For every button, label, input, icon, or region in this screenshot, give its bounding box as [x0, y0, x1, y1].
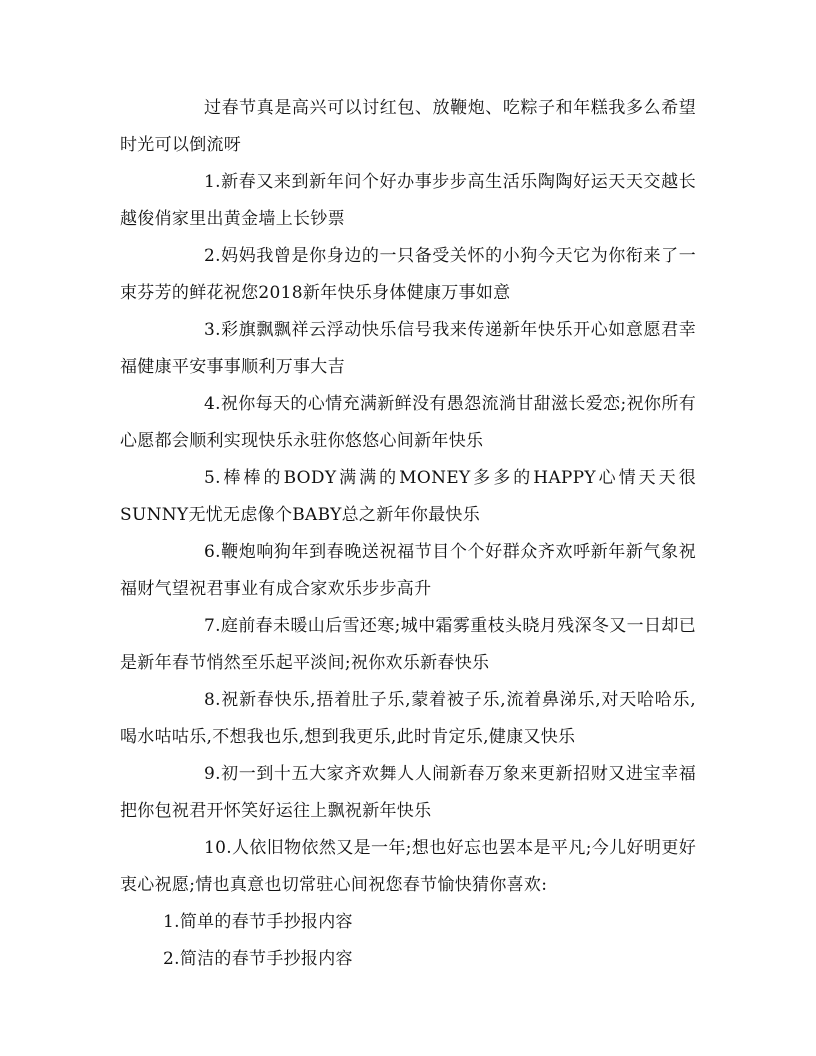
wish-paragraph-7: 7.庭前春未暖山后雪还寒;城中霜雾重枝头晓月残深冬又一日却已是新年春节悄然至乐起平淡间;祝你欢乐新春快乐 [120, 616, 696, 673]
wish-paragraph-2: 2.妈妈我曾是你身边的一只备受关怀的小狗今天它为你衔来了一束芬芳的鲜花祝您2018新年快乐身体健康万事如意 [120, 246, 696, 303]
document-body [120, 90, 696, 978]
wish-paragraph-10: 10.人依旧物依然又是一年;想也好忘也罢本是平凡;今儿好明更好衷心祝愿;情也真意也切常驻心间祝您春节愉快猜你喜欢: [120, 838, 696, 895]
wish-paragraph-1: 1.新春又来到新年问个好办事步步高生活乐陶陶好运天天交越长越俊俏家里出黄金墙上长钞票 [120, 172, 696, 229]
related-list-item[interactable]: 1.简单的春节手抄报内容 [163, 912, 353, 932]
related-list-item[interactable]: 2.简洁的春节手抄报内容 [163, 949, 353, 969]
wish-paragraph-5: 5.棒棒的BODY满满的MONEY多多的HAPPY心情天天很SUNNY无忧无虑像个BABY总之新年你最快乐 [120, 468, 696, 525]
wish-paragraph-6: 6.鞭炮响狗年到春晚送祝福节目个个好群众齐欢呼新年新气象祝福财气望祝君事业有成合家欢乐步步高升 [120, 542, 696, 599]
related-list [120, 904, 696, 978]
intro-paragraph: 过春节真是高兴可以讨红包、放鞭炮、吃粽子和年糕我多么希望时光可以倒流呀 [120, 98, 696, 155]
wish-paragraph-9: 9.初一到十五大家齐欢舞人人闹新春万象来更新招财又进宝幸福把你包祝君开怀笑好运往上飘祝新年快乐 [120, 764, 696, 821]
wish-paragraph-8: 8.祝新春快乐,捂着肚子乐,蒙着被子乐,流着鼻涕乐,对天哈哈乐,喝水咕咕乐,不想我也乐,想到我更乐,此时肯定乐,健康又快乐 [120, 690, 696, 747]
wish-paragraph-4: 4.祝你每天的心情充满新鲜没有愚怨流淌甘甜滋长爱恋;祝你所有心愿都会顺利实现快乐永驻你悠悠心间新年快乐 [120, 394, 696, 451]
wish-paragraph-3: 3.彩旗飘飘祥云浮动快乐信号我来传递新年快乐开心如意愿君幸福健康平安事事顺利万事大吉 [120, 320, 696, 377]
